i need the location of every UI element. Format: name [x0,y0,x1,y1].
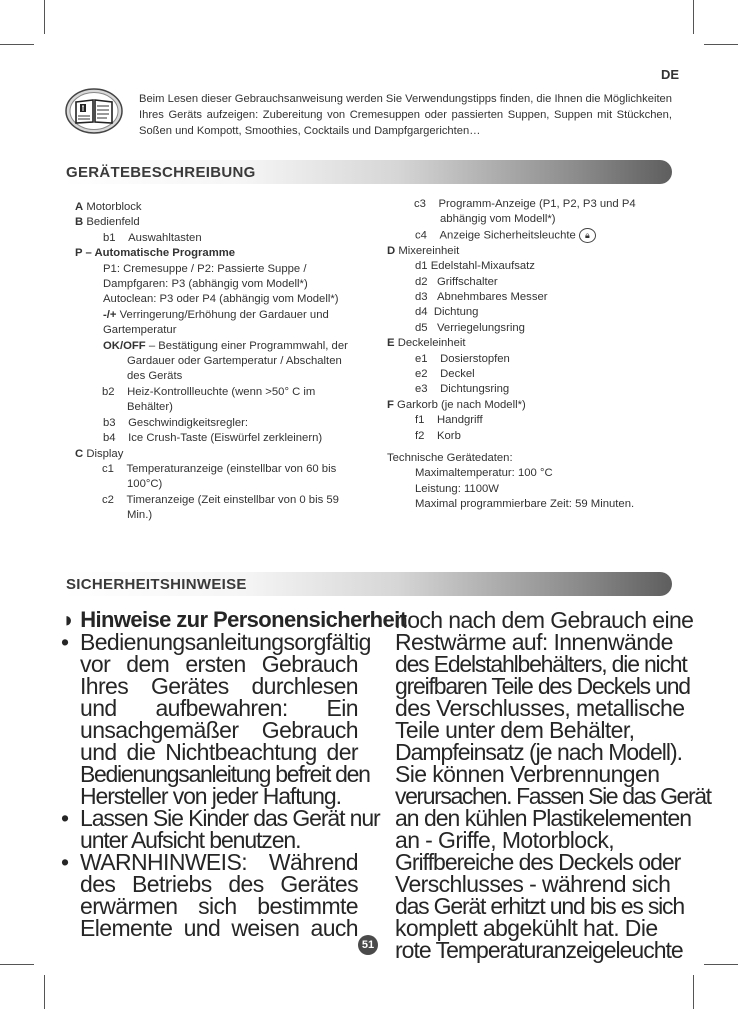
safety-line: des Verschlusses, metallische [395,695,685,721]
safety-line: Griffbereiche des Deckels oder [395,849,681,875]
crop-mark [44,975,45,1009]
tech-max-time: Maximal programmierbare Zeit: 59 Minuten. [415,498,635,511]
description-left-column [75,200,355,524]
safety-right-column [395,607,711,963]
section-title: GERÄTEBESCHREIBUNG [66,164,256,181]
crop-mark [693,975,694,1009]
part-c1: c1 Temperaturanzeige (einstellbar von 60 bis 100°C) [102,462,337,491]
safety-line: erwärmen sich bestimmte [80,893,358,919]
safety-line: noch nach dem Gebrauch eine [395,607,694,633]
part-c3: c3 Programm-Anzeige (P1, P2, P3 und P4 abhängig vom Modell*) [414,198,636,226]
section-bar-description [62,160,672,184]
section-bar-safety [62,572,672,596]
safety-line: rote Temperaturanzeigeleuchte [395,937,683,963]
part-d2: d2 Griffschalter [415,275,498,288]
bullet: • [61,629,69,655]
safety-line: komplett abgekühlt hat. Die [395,915,658,941]
description-right-column [387,197,687,513]
safety-line: unsachgemäßer Gebrauch [80,717,358,743]
tech-max-temp: Maximaltemperatur: 100 °C [415,467,553,480]
safety-line: Dampfeinsatz (je nach Modell). [395,739,683,765]
part-d1: d1 Edelstahl-Mixaufsatz [415,260,535,273]
part-c2: c2 Timeranzeige (Zeit einstellbar von 0 bis 59 Min.) [102,493,339,522]
program-p1-list: P1: Cremesuppe / P2: Passierte Suppe / Dampfgaren: P3 (abhängig vom Modell*) [103,262,308,291]
safety-line: des Edelstahlbehälters, die nicht [395,651,687,677]
part-d5: d5 Verriegelungsring [415,321,525,334]
part-b3: b3 Geschwindigkeitsregler: [103,416,249,429]
safety-line: an - Griffe, Motorblock, [395,827,615,853]
part-d3: d3 Abnehmbares Messer [415,290,548,303]
safety-line: Restwärme auf: Innenwände [395,629,673,655]
crop-mark [44,0,45,34]
crop-mark [693,0,694,34]
safety-line: Ihres Gerätes durchlesen [80,673,358,699]
safety-line: Bedienungsanleitung befreit den [80,761,370,787]
section-title: SICHERHEITSHINWEISE [66,576,247,593]
safety-line: Sie können Verbrennungen [395,761,660,787]
safety-line: und aufbewahren: Ein [80,695,358,721]
part-f2: f2 Korb [415,429,461,442]
part-c: C Display [75,447,124,460]
safety-line: Hersteller von jeder Haftung. [80,783,341,809]
part-d4: d4 Dichtung [415,306,479,319]
safety-line: Teile unter dem Behälter, [395,717,635,743]
safety-line: • Lassen Sie Kinder das Gerät nur [61,805,380,831]
bullet: • [61,849,69,875]
part-f1: f1 Handgriff [415,414,483,427]
part-p-heading: P – Automatische Programme [75,247,236,260]
part-b1: b1 Auswahltasten [103,231,202,244]
intro-paragraph: Beim Lesen dieser Gebrauchsanweisung werden Sie Verwendungstipps finden, die Ihnen die Möglichkeiten Ihres Geräts aufzeigen: Zubereitung von Cremesuppen oder passierten Suppen, Suppen mit Stückchen, Soßen und Kompott, Smoothies, Cocktails und Dampfgargerichten… [139,93,672,137]
part-e1: e1 Dosierstopfen [415,352,510,365]
part-b2: b2 Heiz-Kontrollleuchte (wenn >50° C im Behälter) [102,385,316,414]
safety-line: Elemente und weisen auch [80,915,358,941]
page-number: 51 [358,935,378,955]
part-e2: e2 Deckel [415,367,475,380]
part-e: E Deckeleinheit [387,337,466,350]
safety-left-column [61,607,407,941]
part-e3: e3 Dichtungsring [415,383,510,396]
safety-line: und die Nichtbeachtung der [80,739,358,765]
safety-line: • Bedienungsanleitung sorgfältig [61,629,371,655]
safety-line: an den kühlen Plastikelementen [395,805,692,831]
safety-line: des Betriebs des Gerätes [80,871,358,897]
safety-line: vor dem ersten Gebrauch [80,651,358,677]
safety-heading: ◗ Hinweise zur Personensicherheit [62,607,407,632]
book-icon [65,88,123,134]
part-d: D Mixereinheit [387,244,460,257]
bullet: • [61,805,68,831]
language-tag: DE [660,67,679,82]
part-b4: b4 Ice Crush-Taste (Eiswürfel zerkleinern) [103,432,323,445]
safety-line: unter Aufsicht benutzen. [80,827,301,853]
tech-title: Technische Gerätedaten: [387,451,513,464]
safety-line: greifbaren Teile des Deckels und [395,673,690,699]
safety-line: das Gerät erhitzt und bis es sich [395,893,684,919]
tech-power: Leistung: 1100W [415,482,499,495]
part-c4: c4 Anzeige Sicherheitsleuchte 🔒︎ [387,228,687,244]
crop-mark [704,44,738,45]
lock-icon: 🔒︎ [579,228,596,243]
part-b: B Bedienfeld [75,216,140,229]
safety-line: Verschlusses - während sich [395,871,671,897]
program-autoclean: Autoclean: P3 oder P4 (abhängig vom Modell*) [103,293,339,306]
safety-line: • WARNHINWEIS: Während [61,849,358,875]
plus-minus-keys: -/+ Verringerung/Erhöhung der Gardauer und Gartemperatur [103,308,329,337]
crop-mark [704,964,738,965]
safety-line: verursachen. Fassen Sie das Gerät [395,783,711,809]
ok-off-key: OK/OFF – Bestätigung einer Programmwahl, der Gardauer oder Gartemperatur / Abschalten des Geräts [103,339,348,383]
part-a: A Motorblock [75,201,142,213]
part-f: F Garkorb (je nach Modell*) [387,398,526,411]
crop-mark [0,44,34,45]
crop-mark [0,964,34,965]
